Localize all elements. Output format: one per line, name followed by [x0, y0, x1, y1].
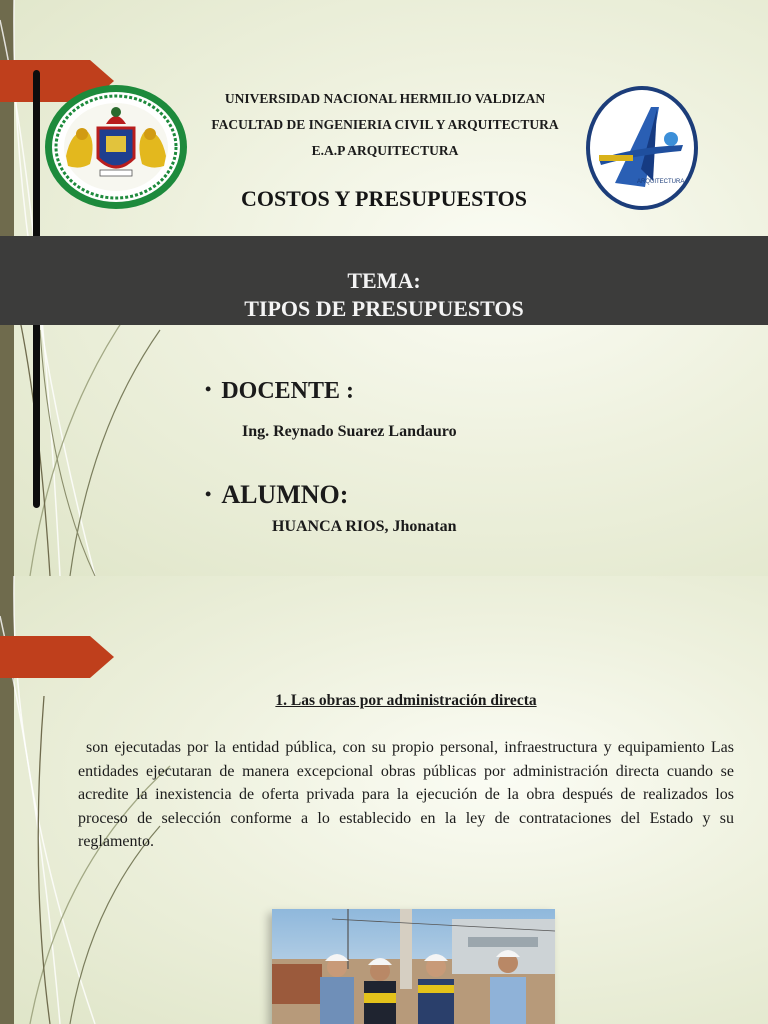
red-arrow-tab: [0, 636, 114, 678]
theme-band: [0, 236, 768, 325]
alumno-bullet: [205, 480, 348, 510]
section-heading-text: 1. Las obras por administración directa: [275, 692, 537, 709]
alumno-name: HUANCA RIOS, Jhonatan: [272, 518, 457, 535]
faculty-name: FACULTAD DE INGENIERIA CIVIL Y ARQUITECTURA: [211, 117, 559, 132]
theme-label: TEMA:: [347, 268, 421, 293]
theme-value: TIPOS DE PRESUPUESTOS: [244, 296, 524, 321]
docente-bullet: [205, 378, 354, 405]
docente-label: DOCENTE :: [221, 378, 354, 404]
institution-header: [190, 86, 580, 164]
bullet-icon: •: [205, 484, 212, 504]
section-heading: [0, 692, 768, 710]
alumno-label: ALUMNO:: [221, 480, 349, 509]
section-body: son ejecutadas por la entidad pública, con su propio personal, infraestructura y equipamiento Las entidades ejecutaran de manera excepcional obras públicas por administración directa cuando se acredite la inexistencia de oferta privada para la ejecución de la obra después de realizados los proceso de selección conforme a lo establecido en la ley de contrataciones del Estado y su reglamento.: [78, 739, 734, 850]
architecture-logo-text: ARQUITECTURA: [637, 179, 685, 185]
construction-workers-photo: [272, 909, 555, 1024]
bullet-icon: •: [205, 379, 212, 399]
course-title: COSTOS Y PRESUPUESTOS: [240, 186, 528, 211]
university-name: UNIVERSIDAD NACIONAL HERMILIO VALDIZAN: [224, 91, 546, 106]
docente-name: Ing. Reynado Suarez Landauro: [242, 423, 457, 440]
content-slide: [0, 576, 768, 1024]
school-name: E.A.P ARQUITECTURA: [311, 143, 459, 158]
